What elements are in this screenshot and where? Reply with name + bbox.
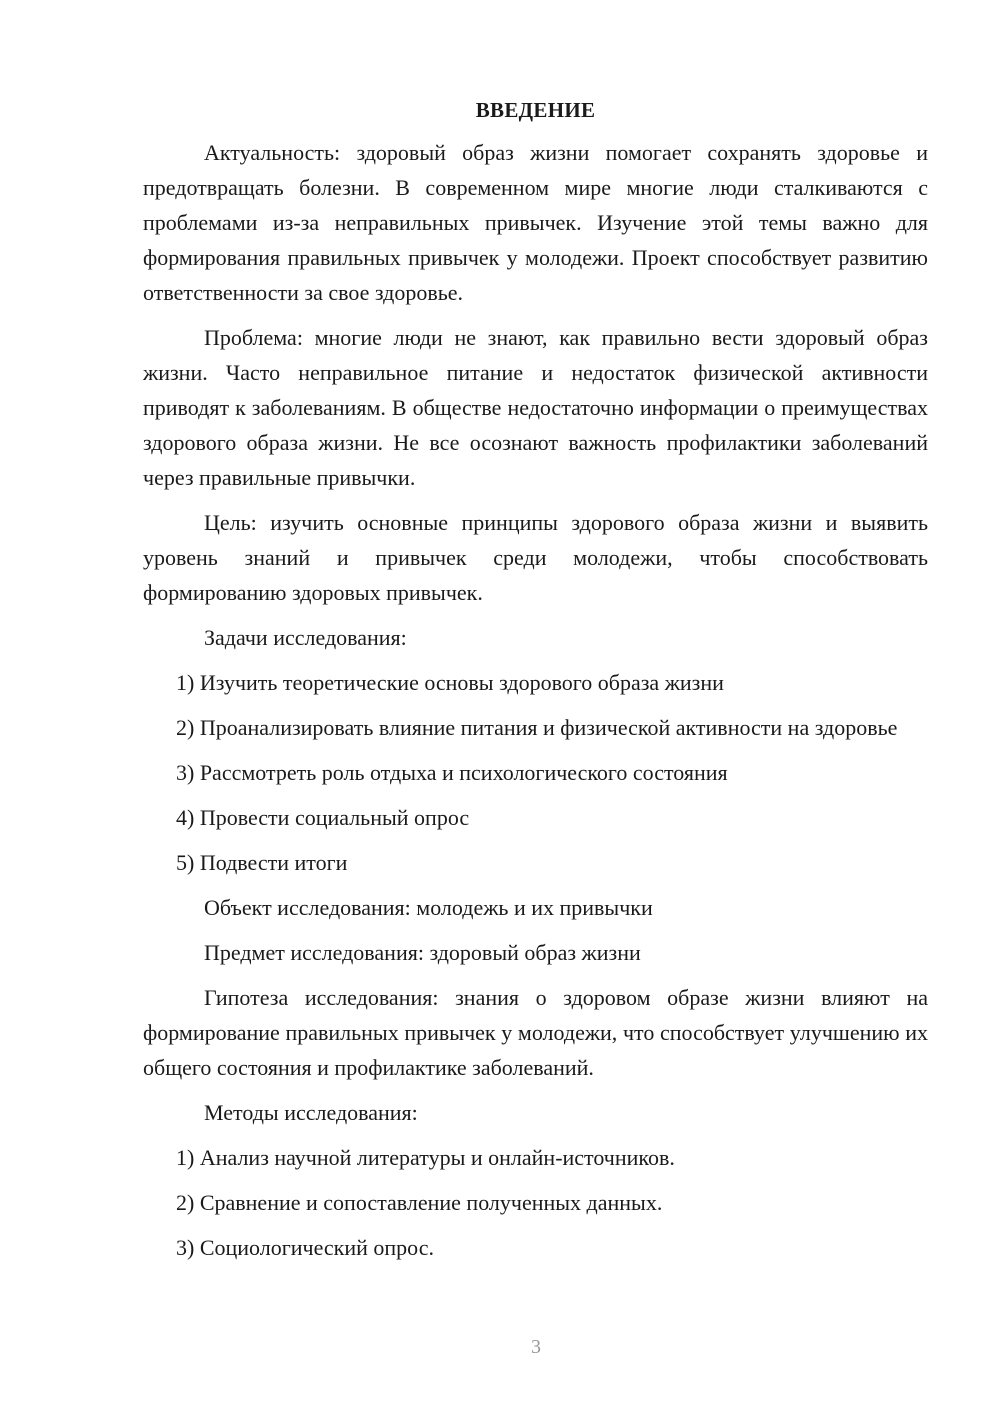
- hypothesis-paragraph: Гипотеза исследования: знания о здоровом образе жизни влияют на формирование правильных привычек у молодежи, что способствует улучшению их общего состояния и профилактике заболеваний.: [143, 985, 928, 1080]
- relevance-paragraph: Актуальность: здоровый образ жизни помогает сохранять здоровье и предотвращать болезни. В современном мире многие люди сталкиваются с проблемами из-за неправильных привычек. Изучение этой темы важно для формирования правильных привычек у молодежи. Проект способствует развитию ответственности за свое здоровье.: [143, 140, 928, 305]
- research-object: Объект исследования: молодежь и их привычки: [204, 895, 653, 920]
- methods-heading: Методы исследования:: [204, 1100, 418, 1125]
- method-item-2: 2) Сравнение и сопоставление полученных данных.: [176, 1190, 663, 1215]
- page-number: 3: [531, 1336, 541, 1358]
- task-item-4: 4) Провести социальный опрос: [176, 805, 470, 830]
- tasks-heading: Задачи исследования:: [204, 625, 407, 650]
- task-item-3: 3) Рассмотреть роль отдыха и психологического состояния: [176, 760, 728, 785]
- problem-paragraph: Проблема: многие люди не знают, как правильно вести здоровый образ жизни. Часто неправильное питание и недостаток физической активности приводят к заболеваниям. В обществе недостаточно информации о преимуществах здорового образа жизни. Не все осознают важность профилактики заболеваний через правильные привычки.: [143, 325, 928, 490]
- task-item-2: 2) Проанализировать влияние питания и физической активности на здоровье: [176, 715, 898, 740]
- method-item-1: 1) Анализ научной литературы и онлайн-источников.: [176, 1145, 675, 1170]
- research-subject: Предмет исследования: здоровый образ жизни: [204, 940, 641, 965]
- task-item-5: 5) Подвести итоги: [176, 850, 348, 875]
- task-item-1: 1) Изучить теоретические основы здорового образа жизни: [176, 670, 724, 695]
- page-title: ВВЕДЕНИЕ: [475, 98, 596, 122]
- method-item-3: 3) Социологический опрос.: [176, 1235, 434, 1260]
- page-content: [143, 96, 928, 1275]
- goal-paragraph: Цель: изучить основные принципы здорового образа жизни и выявить уровень знаний и привычек среди молодежи, чтобы способствовать формированию здоровых привычек.: [143, 510, 928, 605]
